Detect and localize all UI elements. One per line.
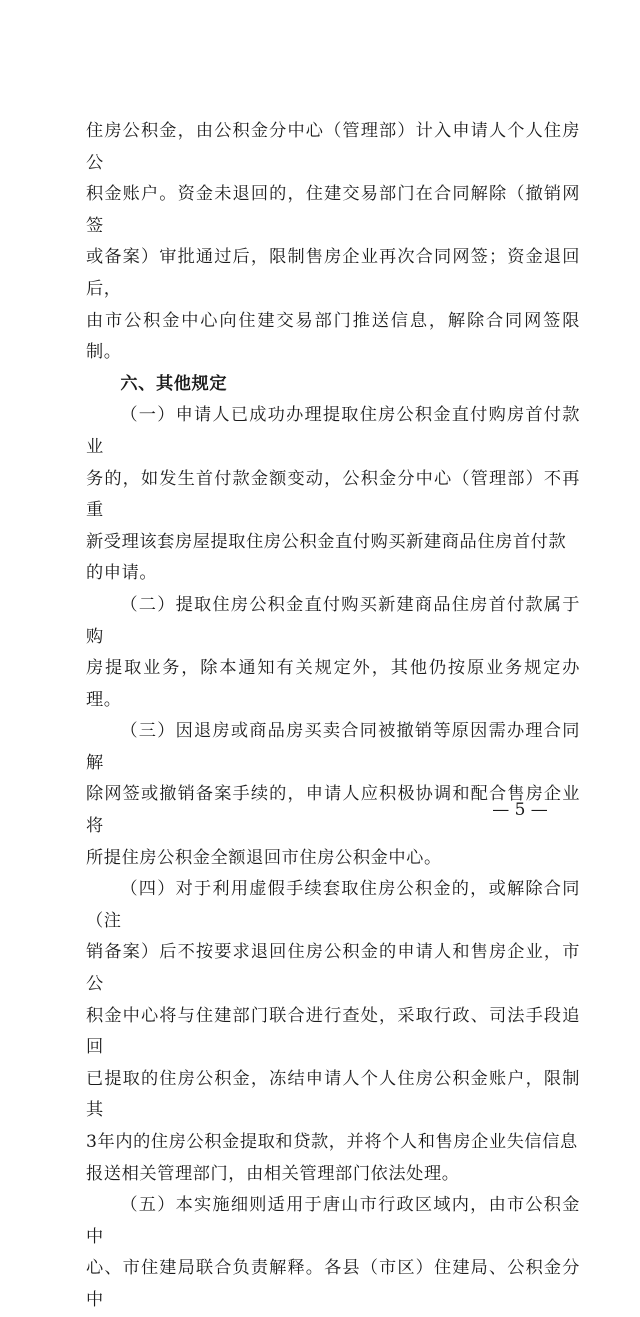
- paragraph-item-1: （一）申请人已成功办理提取住房公积金直付购房首付款业 务的，如发生首付款金额变动，公积金分中心（管理部）不再重 新受理该套房屋提取住房公积金直付购买新建商品住房首付款 的申请。: [86, 405, 580, 584]
- paragraph-item-4: （四）对于利用虚假手续套取住房公积金的，或解除合同（注 销备案）后不按要求退回住房公积金的申请人和售房企业，市公 积金中心将与住建部门联合进行查处，采取行政、司法手段追回 已提取的住房公积金，冻结申请人个人住房公积金账户，限制其 3年内的住房公积金提取和贷款，并将个人和售房企业失信信息 报送相关管理部门，由相关管理部门依法处理。: [86, 879, 580, 1184]
- section-heading: 六、其他规定: [120, 373, 228, 394]
- paragraph-item-5: （五）本实施细则适用于唐山市行政区域内，由市公积金中 心、市住建局联合负责解释。各县（市区）住建局、公积金分中: [86, 1195, 580, 1310]
- page-number: — 5 —: [492, 800, 548, 820]
- paragraph-item-2: （二）提取住房公积金直付购买新建商品住房首付款属于购 房提取业务，除本通知有关规定外，其他仍按原业务规定办理。: [86, 594, 580, 710]
- paragraph-item-3: （三）因退房或商品房买卖合同被撤销等原因需办理合同解 除网签或撤销备案手续的，申请人应积极协调和配合售房企业将 所提住房公积金全额退回市住房公积金中心。: [86, 721, 580, 868]
- document-body: [86, 116, 580, 1317]
- paragraph-continuation: 住房公积金，由公积金分中心（管理部）计入申请人个人住房公 积金账户。资金未退回的，住建交易部门在合同解除（撤销网签 或备案）审批通过后，限制售房企业再次合同网签；资金退回后， 由市公积金中心向住建交易部门推送信息，解除合同网签限制。: [86, 121, 580, 363]
